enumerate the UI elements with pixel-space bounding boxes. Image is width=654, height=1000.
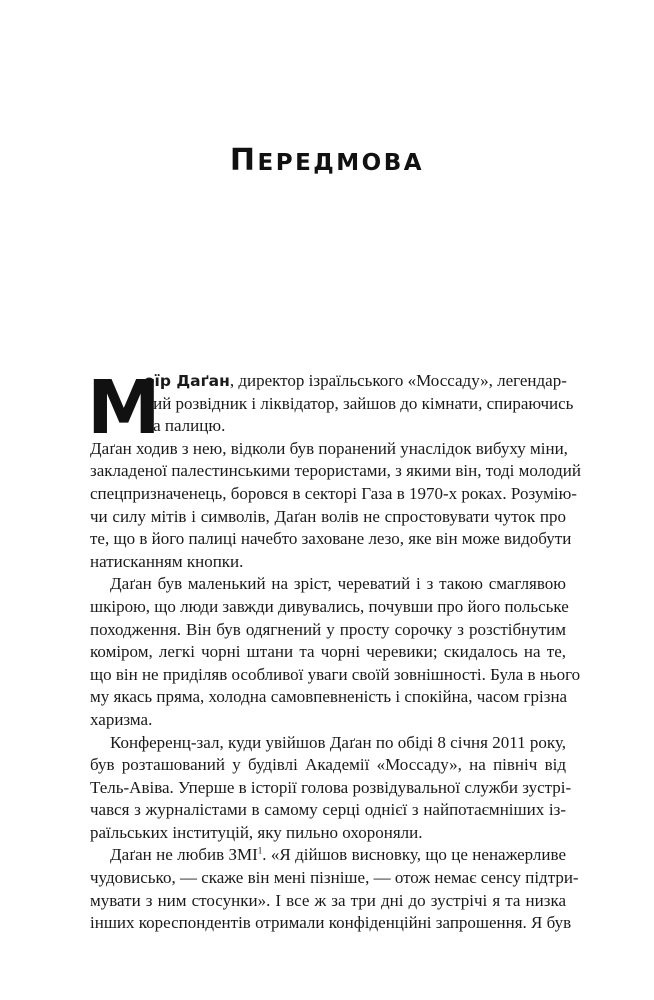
lead-name: еїр Даґан [144, 372, 230, 390]
text-line: Даґан був маленький на зріст, череватий і з такою смаглявою [110, 574, 566, 594]
body-text [87, 365, 581, 935]
text-line: ний розвідник і ліквідатор, зайшов до кімнати, спираючись [144, 393, 574, 413]
text-line: Даґан не любив ЗМІ$^1$. «Я дійшов висновку, що це ненажерливе [110, 845, 566, 865]
text-line: був розташований у будівлі Академії «Моссаду», на північ від [90, 755, 566, 775]
text-line: Даґан ходив з нею, відколи був поранений унаслідок вибуху міни, [90, 438, 568, 458]
text-line: шкірою, що люди завжди дивувались, почувши про його польське [90, 596, 569, 616]
text-line: що він не приділяв особливої уваги своїй зовнішності. Була в нього [90, 664, 581, 684]
text-line: Конференц-зал, куди увійшов Даґан по обіді 8 січня 2011 року, [110, 732, 566, 752]
text-line: коміром, легкі чорні штани та чорні черевики; скидалось на те, [90, 642, 566, 662]
text-line: те, що в його палиці начебто заховане лезо, яке він може видобути [90, 529, 572, 549]
text-line: му якась пряма, холодна самовпевненість і спокійна, часом грізна [90, 687, 568, 707]
text-line: раїльських інституцій, яку пильно охороняли. [90, 822, 423, 842]
chapter-title-initial: П [229, 143, 258, 178]
text-line: інших кореспондентів отримали конфіденційні запрошення. Я був [90, 913, 572, 933]
text-line: на палицю. [144, 416, 226, 436]
text-line: мувати з ним стосунки». І все ж за три дні до зустрічі я та низка [90, 890, 566, 910]
footnote-ref[interactable]: 1 [257, 845, 263, 856]
text-line: Тель-Авіва. Уперше в історії голова розвідувальної служби зустрі- [90, 777, 572, 797]
text-line: чудовисько, — скаже він мені пізніше, — отож немає сенсу підтри- [90, 868, 579, 888]
chapter-title-rest: ЕРЕДМОВА [257, 150, 425, 176]
text-line: походження. Він був одягнений у просту сорочку з розстібнутим [90, 619, 566, 639]
text-line: еїр Даґан, директор ізраїльського «Моссаду», легендар- [144, 371, 567, 390]
chapter-title [0, 143, 654, 178]
drop-cap: М [87, 365, 161, 451]
text-line: чався з журналістами в самому серці однієї з найпотаємніших із- [90, 800, 566, 820]
text-line: харизма. [90, 709, 153, 729]
text-line: натисканням кнопки. [90, 551, 244, 571]
text-line: спецпризначенець, боровся в секторі Газа в 1970-х роках. Розумію- [90, 483, 577, 503]
text-line: закладеної палестинськими терористами, з якими він, тоді молодий [90, 461, 581, 481]
text-line: чи силу мітів і символів, Даґан волів не спростовувати чуток про [90, 506, 566, 526]
